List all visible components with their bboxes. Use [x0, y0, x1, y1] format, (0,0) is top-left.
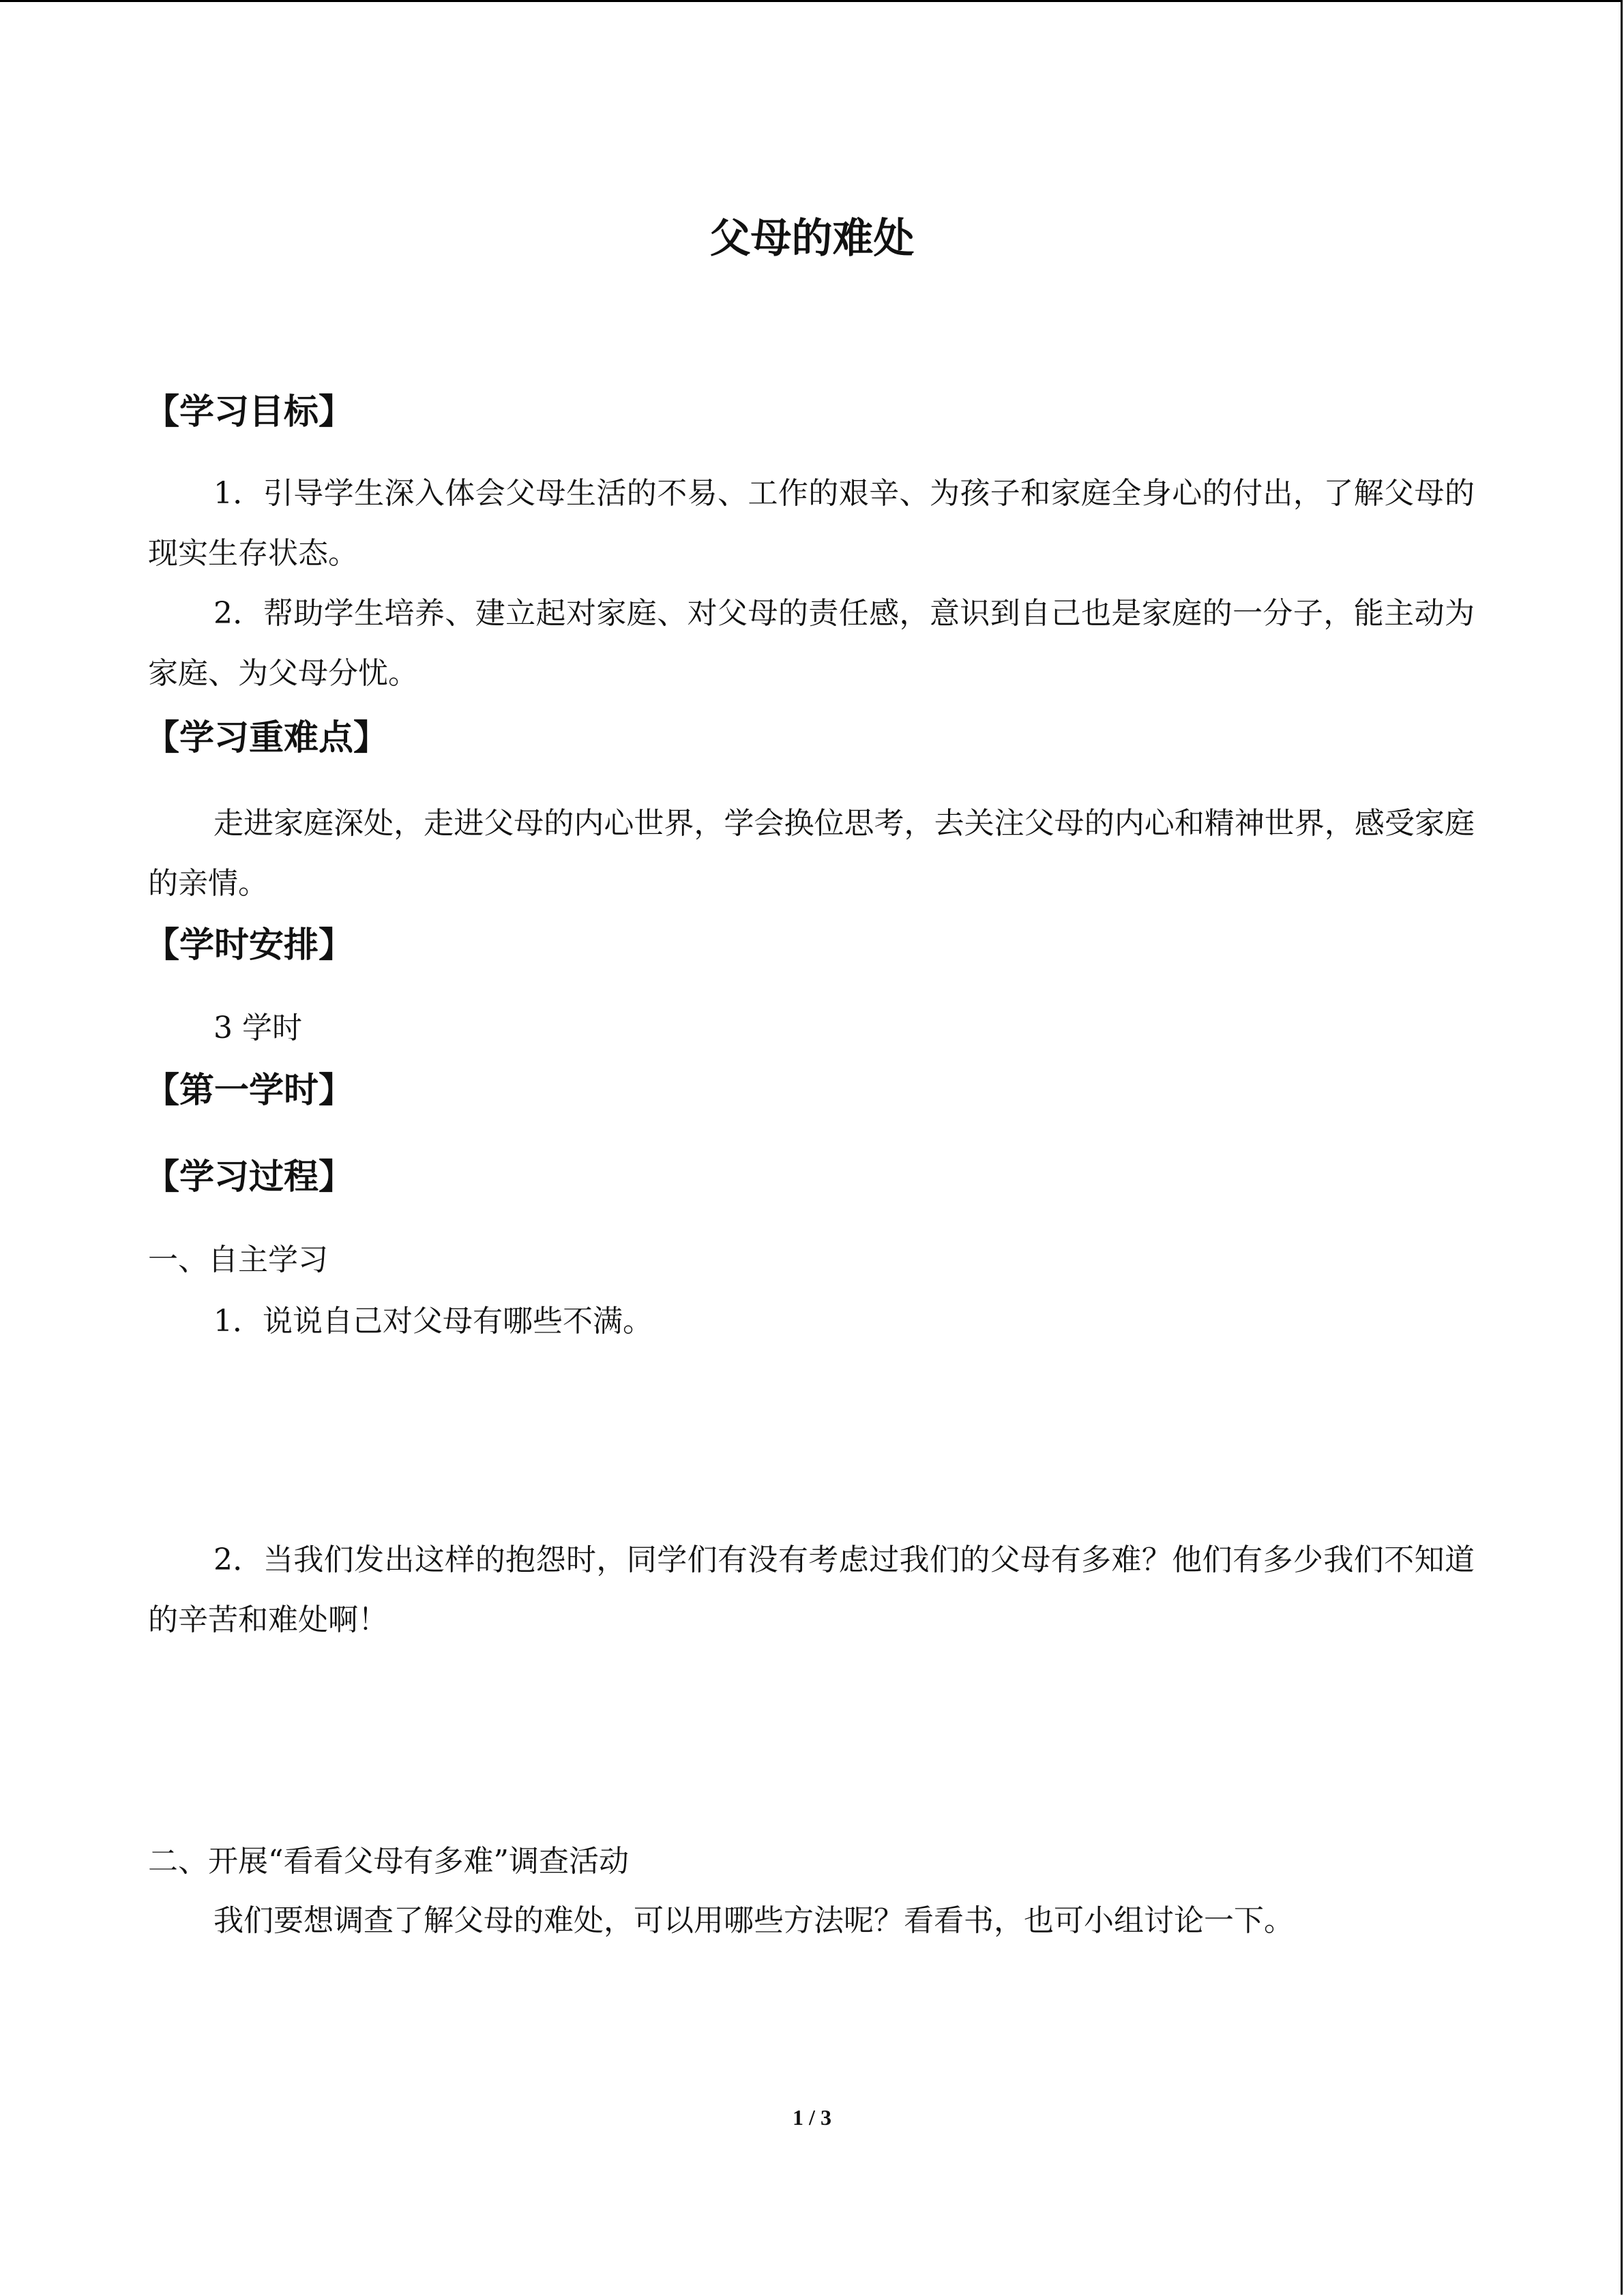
objective-item-1: 1．引导学生深入体会父母生活的不易、工作的艰辛、为孩子和家庭全身心的付出，了解父母的现实生存状态。 [148, 476, 1475, 571]
key-points-text: 走进家庭深处，走进父母的内心世界，学会换位思考，去关注父母的内心和精神世界，感受家庭的亲情。 [148, 806, 1475, 901]
part-one-question-2: 2．当我们发出这样的抱怨时，同学们有没有考虑过我们的父母有多难？他们有多少我们不知道的辛苦和难处啊！ [148, 1542, 1475, 1637]
heading-key-points: 【学习重难点】 [145, 718, 389, 758]
schedule-text: 3 学时 [213, 1011, 302, 1045]
document-title: 父母的难处 [709, 215, 915, 263]
heading-objectives: 【学习目标】 [145, 392, 354, 432]
part-one-title: 一、自主学习 [148, 1242, 328, 1277]
heading-lesson-one: 【第一学时】 [145, 1071, 354, 1111]
part-two-text: 我们要想调查了解父母的难处，可以用哪些方法呢？看看书，也可小组讨论一下。 [213, 1903, 1294, 1938]
page-number: 1 / 3 [793, 2105, 831, 2130]
part-one-question-1: 1．说说自己对父母有哪些不满。 [213, 1304, 653, 1339]
heading-schedule: 【学时安排】 [145, 925, 354, 966]
heading-process: 【学习过程】 [145, 1157, 354, 1197]
part-two-title: 二、开展“看看父母有多难”调查活动 [148, 1844, 629, 1879]
objective-item-2: 2．帮助学生培养、建立起对家庭、对父母的责任感，意识到自己也是家庭的一分子，能主动为家庭、为父母分忧。 [148, 596, 1475, 691]
